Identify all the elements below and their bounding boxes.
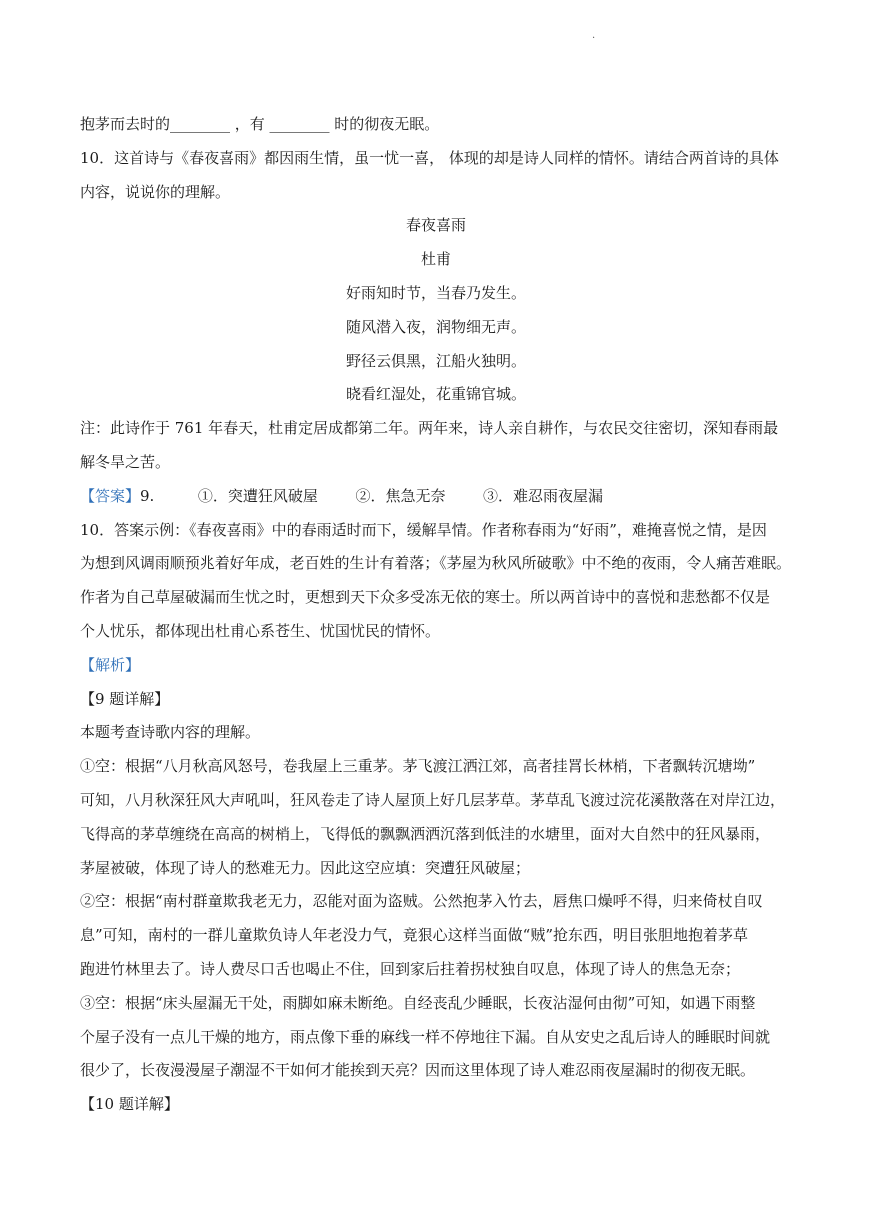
answer-10-line-3: 作者为自己草屋破漏而生忧之时，更想到天下众多受冻无依的寒士。所以两首诗中的喜悦和悲愁都不仅是 bbox=[80, 588, 771, 607]
blank-1-explanation-line-2: 可知，八月秋深狂风大声吼叫，狂风卷走了诗人屋顶上好几层茅草。茅草乱飞渡过浣花溪散落在对岸江边， bbox=[80, 790, 786, 809]
blank-2-explanation-line-1: ②空：根据“南村群童欺我老无力，忍能对面为盗贼。公然抱茅入竹去，唇焦口燥呼不得，归来倚杖自叹 bbox=[80, 892, 763, 911]
poem-title: 春夜喜雨 bbox=[405, 216, 466, 235]
poem-line-1: 好雨知时节，当春乃发生。 bbox=[345, 283, 526, 302]
detail-9-heading: 【9 题详解】 bbox=[80, 689, 170, 708]
poem-line-3: 野径云俱黑，江船火独明。 bbox=[345, 351, 526, 370]
poem-note-line-2: 解冬旱之苦。 bbox=[80, 452, 171, 471]
blank-3-explanation-line-2: 个屋子没有一点儿干燥的地方，雨点像下垂的麻线一样不停地往下漏。自从安史之乱后诗人的睡眠时间就 bbox=[80, 1027, 771, 1046]
poem-line-4: 晓看红湿处，花重锦官城。 bbox=[345, 385, 526, 404]
header-mark: . bbox=[592, 30, 596, 41]
answer-9-blank-1: ①．突遭狂风破屋 bbox=[197, 486, 318, 505]
blank-1-explanation-line-3: 飞得高的茅草缠绕在高高的树梢上，飞得低的飘飘洒洒沉落到低洼的水塘里，面对大自然中的狂风暴雨， bbox=[80, 824, 771, 843]
answer-10-line-1: 10．答案示例：《春夜喜雨》中的春雨适时而下，缓解旱情。作者称春雨为“好雨”，难掩喜悦之情，是因 bbox=[80, 520, 767, 539]
detail-9-intro: 本题考查诗歌内容的理解。 bbox=[80, 723, 261, 742]
blank-3-explanation-line-3: 很少了，长夜漫漫屋子潮湿不干如何才能挨到天亮？因而这里体现了诗人难忍雨夜屋漏时的彻夜无眠。 bbox=[80, 1061, 756, 1080]
blank-3-explanation-line-1: ③空：根据“床头屋漏无干处，雨脚如麻未断绝。自经丧乱少睡眠，长夜沾湿何由彻”可知，如遇下雨整 bbox=[80, 993, 756, 1012]
answer-9-number: 9. bbox=[140, 486, 155, 505]
answer-tag: 【答案】 bbox=[80, 486, 141, 505]
blank-2-explanation-line-3: 跑进竹林里去了。诗人费尽口舌也喝止不住，回到家后拄着拐杖独自叹息，体现了诗人的焦急无奈； bbox=[80, 959, 741, 978]
answer-10-line-4: 个人忧乐，都体现出杜甫心系苍生、忧国忧民的情怀。 bbox=[80, 621, 441, 640]
poem-author: 杜甫 bbox=[420, 250, 451, 269]
page-content bbox=[80, 108, 792, 1122]
question-10-line-2: 内容，说说你的理解。 bbox=[80, 182, 231, 201]
detail-10-heading: 【10 题详解】 bbox=[80, 1095, 179, 1114]
blank-1-explanation-line-1: ①空：根据“八月秋高风怒号，卷我屋上三重茅。茅飞渡江洒江郊，高者挂罥长林梢，下者飘转沉塘坳” bbox=[80, 757, 756, 776]
answer-9-blank-3: ③．难忍雨夜屋漏 bbox=[483, 486, 604, 505]
answer-10-line-2: 为想到风调雨顺预兆着好年成，老百姓的生计有着落；《茅屋为秋风所破歌》中不绝的夜雨，令人痛苦难眠。 bbox=[80, 554, 792, 573]
question-10-line-1: 10．这首诗与《春夜喜雨》都因雨生情，虽一忧一喜， 体现的却是诗人同样的情怀。请结合两首诗的具体 bbox=[80, 148, 779, 167]
blank-2-explanation-line-2: 息”可知，南村的一群儿童欺负诗人年老没力气，竟狠心这样当面做“贼”抢东西，明目张胆地抱着茅草 bbox=[80, 926, 749, 945]
poem-note-line-1: 注：此诗作于 761 年春天，杜甫定居成都第二年。两年来，诗人亲自耕作，与农民交往密切，深知春雨最 bbox=[80, 419, 779, 438]
question-9-fill-blank-line: 抱茅而去时的________ ，有 ________ 时的彻夜无眠。 bbox=[80, 115, 440, 133]
blank-1-explanation-line-4: 茅屋被破，体现了诗人的愁难无力。因此这空应填：突遭狂风破屋； bbox=[80, 858, 531, 877]
analysis-tag: 【解析】 bbox=[80, 655, 141, 674]
answer-9-blank-2: ②．焦急无奈 bbox=[355, 486, 446, 505]
poem-line-2: 随风潜入夜，润物细无声。 bbox=[345, 317, 526, 336]
answer-9-line bbox=[80, 480, 792, 514]
